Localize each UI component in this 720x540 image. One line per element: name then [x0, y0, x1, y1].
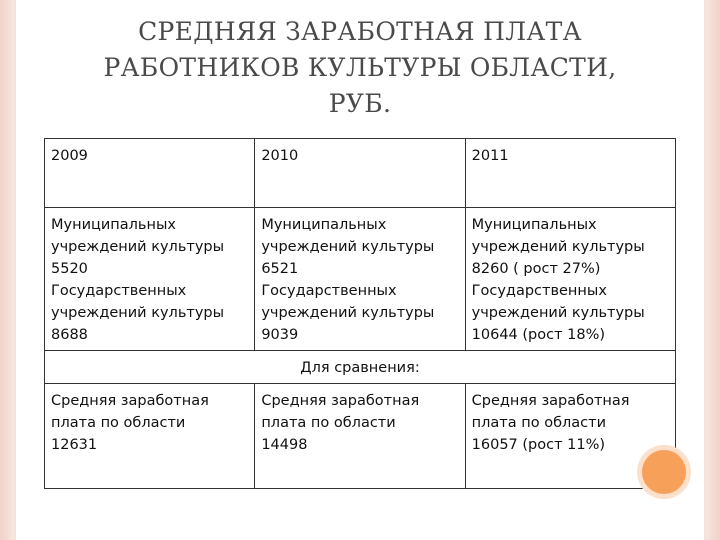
left-border-decoration: [0, 0, 14, 540]
state-label: Государственных учреждений культуры: [471, 283, 645, 321]
year-cell-2009: 2009: [45, 139, 255, 208]
state-label: Государственных учреждений культуры: [261, 283, 435, 321]
decorative-circle: [642, 450, 686, 494]
slide-title-line-1: СРЕДНЯЯ ЗАРАБОТНАЯ ПЛАТА: [138, 17, 582, 46]
municipal-label: Муниципальных учреждений культуры: [261, 217, 435, 255]
institutions-cell-2010: [255, 208, 465, 351]
region-value: 16057 (рост 11%): [471, 437, 606, 453]
region-value: 12631: [51, 437, 98, 453]
table-row-compare: [45, 351, 676, 384]
institutions-cell-2009: [45, 208, 255, 351]
region-label: Средняя заработная плата по области: [51, 393, 209, 431]
region-cell-2009: [45, 384, 255, 489]
table-row-institutions: [45, 208, 676, 351]
year-cell-2010: 2010: [255, 139, 465, 208]
region-label: Средняя заработная плата по области: [261, 393, 420, 431]
slide-title-line-2: РАБОТНИКОВ КУЛЬТУРЫ ОБЛАСТИ,: [103, 53, 617, 82]
region-value: 14498: [261, 437, 308, 453]
table-row-years: [45, 139, 676, 208]
right-border-line: [704, 0, 706, 540]
municipal-value: 8260 ( рост 27%): [471, 261, 601, 277]
compare-label-cell: Для сравнения:: [45, 351, 676, 384]
state-value: 10644 (рост 18%): [471, 327, 606, 343]
region-cell-2010: [255, 384, 465, 489]
region-label: Средняя заработная плата по области: [471, 393, 630, 431]
municipal-label: Муниципальных учреждений культуры: [51, 217, 225, 255]
salary-table: [44, 138, 676, 489]
state-value: 9039: [261, 327, 299, 343]
municipal-value: 6521: [261, 261, 299, 277]
municipal-value: 5520: [51, 261, 88, 277]
table-row-region: [45, 384, 676, 489]
slide-title: [40, 14, 680, 122]
year-cell-2011: 2011: [465, 139, 675, 208]
state-label: Государственных учреждений культуры: [51, 283, 225, 321]
right-border-decoration: [706, 0, 720, 540]
municipal-label: Муниципальных учреждений культуры: [471, 217, 645, 255]
slide-title-line-3: РУБ.: [328, 89, 392, 118]
state-value: 8688: [51, 327, 88, 343]
left-border-line: [14, 0, 16, 540]
institutions-cell-2011: [465, 208, 675, 351]
